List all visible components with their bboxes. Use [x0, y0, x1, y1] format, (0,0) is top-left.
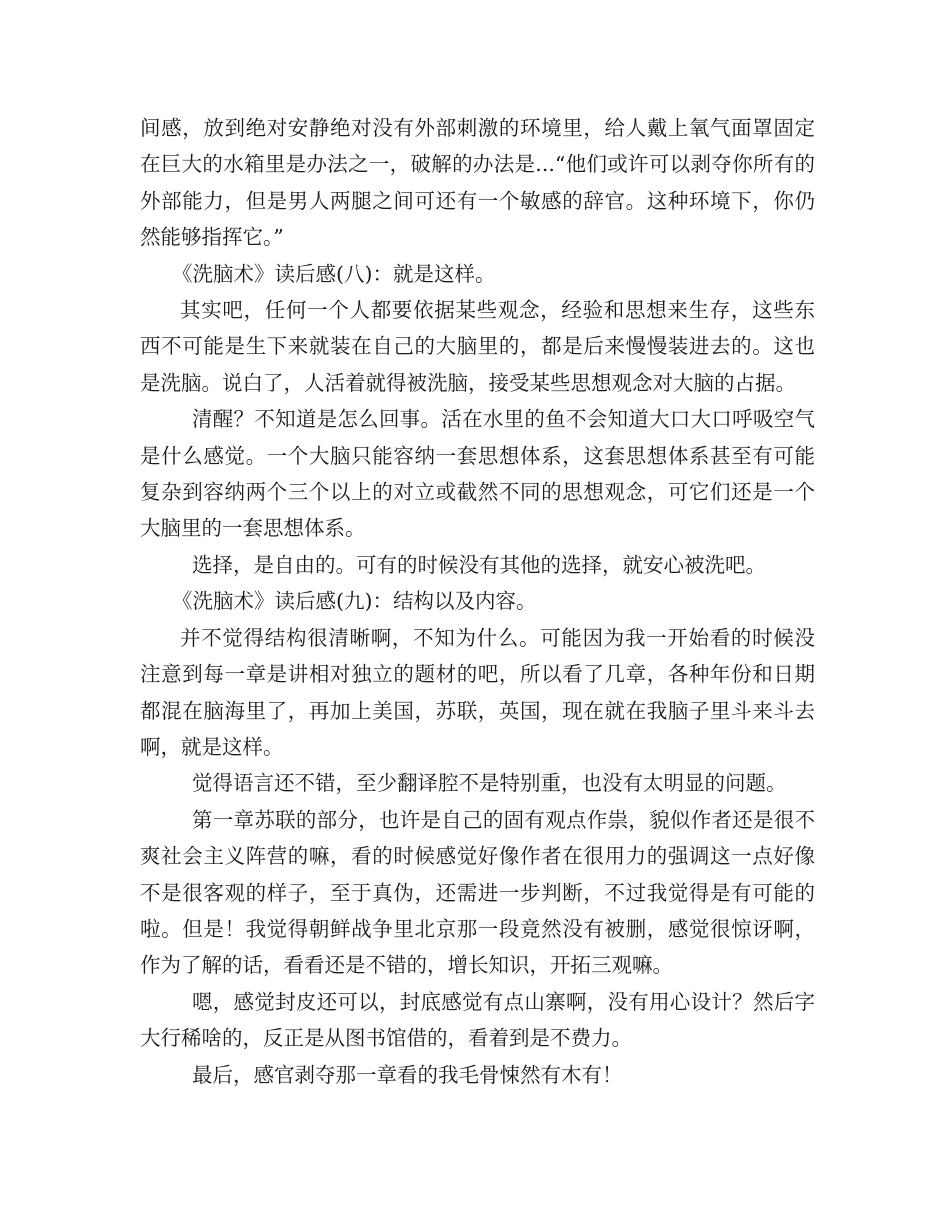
paragraph-structure: 并不觉得结构很清晰啊，不知为什么。可能因为我一开始看的时候没注意到每一章是讲相对独立的题材的吧，所以看了几章，各种年份和日期都混在脑海里了，再加上美国，苏联，英国，现在就在我脑子里斗来斗去啊，就是这样。: [140, 625, 815, 759]
paragraph-continuation: 间感，放到绝对安静绝对没有外部刺激的环境里，给人戴上氧气面罩固定在巨大的水箱里是办法之一，破解的办法是...“他们或许可以剥夺你所有的外部能力，但是男人两腿之间可还有一个敏感的辞官。这种环境下，你仍然能够指挥它。”: [140, 116, 815, 250]
paragraph-cover: 嗯，感觉封皮还可以，封底感觉有点山寨啊，没有用心设计？然后字大行稀啥的，反正是从图书馆借的，看着到是不费力。: [140, 989, 815, 1051]
section-heading-8: 《洗脑术》读后感(八)：就是这样。: [172, 261, 496, 286]
paragraph-finally: 最后，感官剥夺那一章看的我毛骨悚然有木有！: [192, 1062, 623, 1087]
paragraph-awake: 清醒？不知道是怎么回事。活在水里的鱼不会知道大口大口呼吸空气是什么感觉。一个大脑只能容纳一套思想体系，这套思想体系甚至有可能复杂到容纳两个三个以上的对立或截然不同的思想观念，可它们还是一个大脑里的一套思想体系。: [140, 407, 815, 541]
paragraph-language: 觉得语言还不错，至少翻译腔不是特别重，也没有太明显的问题。: [192, 771, 787, 796]
paragraph-brainwash-reflection: 其实吧，任何一个人都要依据某些观念，经验和思想来生存，这些东西不可能是生下来就装在自己的大脑里的，都是后来慢慢装进去的。这也是洗脑。说白了，人活着就得被洗脑，接受某些思想观念对大脑的占据。: [140, 298, 815, 395]
paragraph-chapter-one: 第一章苏联的部分，也许是自己的固有观点作祟，貌似作者还是很不爽社会主义阵营的嘛，看的时候感觉好像作者在很用力的强调这一点好像不是很客观的样子，至于真伪，还需进一步判断，不过我觉得是有可能的啦。但是！我觉得朝鲜战争里北京那一段竟然没有被删，感觉很惊讶啊，作为了解的话，看看还是不错的，增长知识，开拓三观嘛。: [140, 807, 815, 978]
document-body: [140, 110, 815, 1093]
paragraph-choice: 选择，是自由的。可有的时候没有其他的选择，就安心被洗吧。: [192, 552, 766, 577]
section-heading-9: 《洗脑术》读后感(九)：结构以及内容。: [172, 589, 537, 614]
